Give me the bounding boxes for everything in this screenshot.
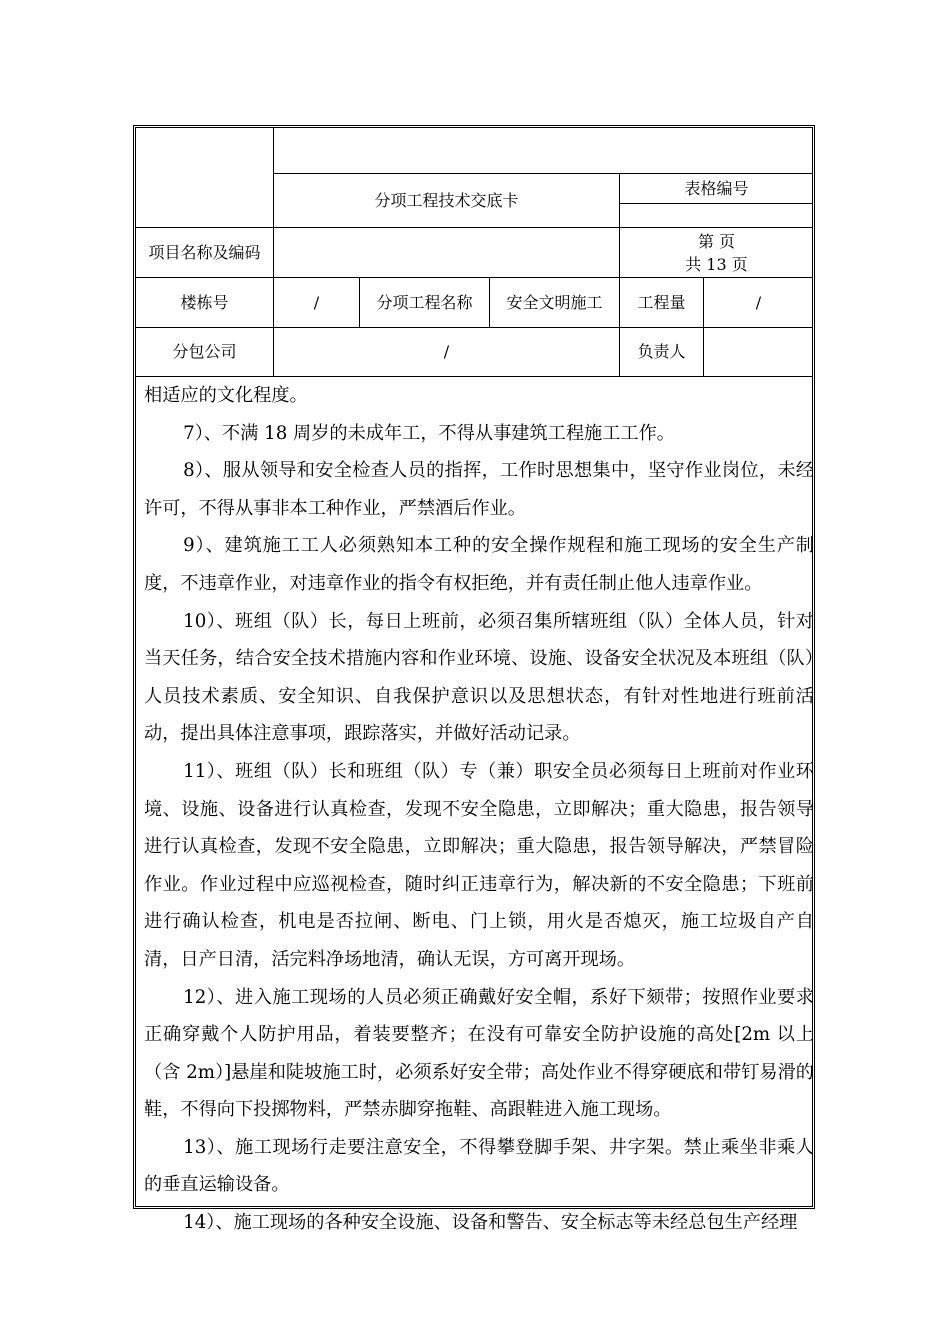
page-label: 第 页: [697, 231, 736, 251]
subitem-value: 安全文明施工: [506, 292, 603, 312]
project-label: 项目名称及编码: [148, 242, 261, 262]
card-title: 分项工程技术交底卡: [374, 190, 519, 210]
form-number-value: [620, 204, 813, 227]
paragraph-item-8: 8）、服从领导和安全检查人员的指挥，工作时思想集中，坚守作业岗位，未经许可，不得从事非本工种作业，严禁酒后作业。: [144, 460, 814, 519]
total-pages: 共 13 页: [685, 254, 748, 274]
paragraph-item-12: 12）、进入施工现场的人员必须正确戴好安全帽，系好下颏带；按照作业要求正确穿戴个人防护用品，着装要整齐；在没有可靠安全防护设施的高处[2m 以上（含 2m）]悬崖和陡坡施工时，必须系好安全带；高处作业不得穿硬底和带钉易滑的鞋，不得向下投掷物料，严禁赤脚穿拖鞋、高跟鞋进入施工现场。: [144, 986, 814, 1121]
header-table: [136, 128, 812, 377]
quantity-value: /: [755, 292, 762, 312]
disclosure-content: [144, 377, 814, 1242]
project-value: [274, 228, 619, 277]
paragraph-item-9: 9）、建筑施工工人必须熟知本工种的安全操作规程和施工现场的安全生产制度，不违章作业，对违章作业的指令有权拒绝，并有责任制止他人违章作业。: [144, 535, 814, 594]
quantity-label: 工程量: [637, 292, 686, 312]
building-value: /: [313, 292, 320, 312]
page-info: [620, 228, 813, 277]
subitem-label: 分项工程名称: [376, 292, 473, 312]
paragraph-item-14: 14）、施工现场的各种安全设施、设备和警告、安全标志等未经总包生产经理: [183, 1212, 798, 1234]
paragraph-item-11: 11）、班组（队）长和班组（队）专（兼）职安全员必须每日上班前对作业环境、设施、设备进行认真检查，发现不安全隐患，立即解决；重大隐患，报告领导进行认真检查，发现不安全隐患，立即解决；重大隐患，报告领导解决，严禁冒险作业。作业过程中应巡视检查，随时纠正违章行为，解决新的不安全隐患；下班前进行确认检查，机电是否拉闸、断电、门上锁，用火是否熄灭，施工垃圾自产自清，日产日清，活完料净场地清，确认无误，方可离开现场。: [144, 760, 814, 970]
paragraph-item-13: 13）、施工现场行走要注意安全，不得攀登脚手架、井字架。禁止乘坐非乘人的垂直运输设备。: [144, 1136, 814, 1196]
responsible-value: [704, 328, 813, 376]
responsible-label: 负责人: [637, 342, 686, 361]
paragraph-item-7: 7）、不满 18 周岁的未成年工，不得从事建筑工程施工工作。: [183, 422, 675, 444]
disclosure-card-frame: [133, 125, 815, 1234]
subcontractor-value: /: [443, 342, 450, 361]
subcontractor-label: 分包公司: [172, 342, 237, 361]
paragraph-item-10: 10）、班组（队）长，每日上班前，必须召集所辖班组（队）全体人员，针对当天任务，结合安全技术措施内容和作业环境、设施、设备安全状况及本班组（队）人员技术素质、安全知识、自我保护意识以及思想状态，有针对性地进行班前活动，提出具体注意事项，跟踪落实，并做好活动记录。: [144, 610, 814, 745]
paragraph-continuation: 相适应的文化程度。: [144, 385, 308, 406]
building-label: 楼栋号: [180, 292, 229, 312]
form-number-label: 表格编号: [684, 178, 749, 198]
